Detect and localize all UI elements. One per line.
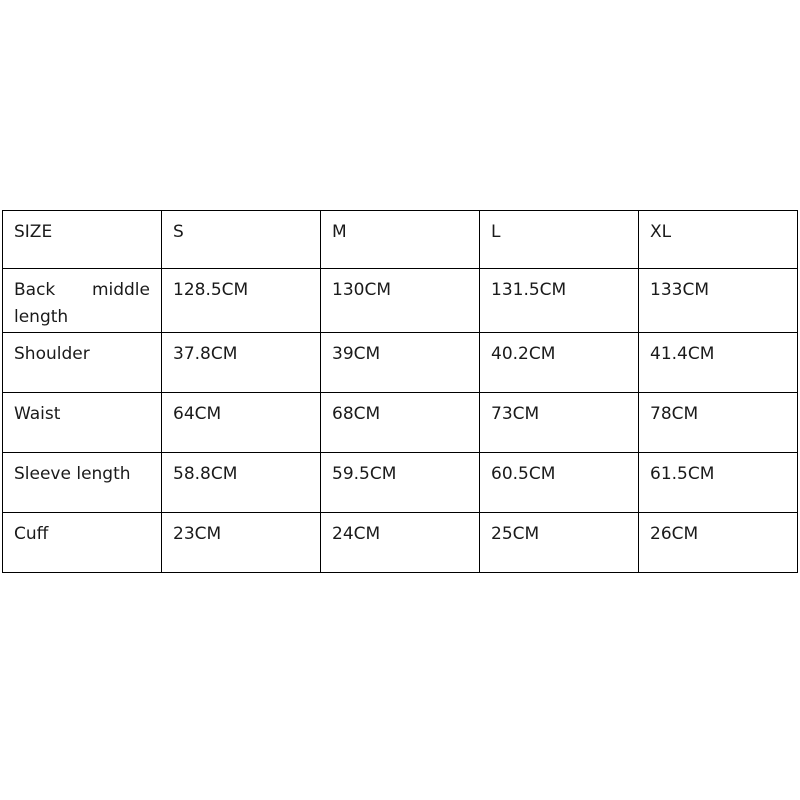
table-cell: 78CM bbox=[639, 393, 798, 453]
table-row bbox=[3, 333, 798, 393]
header-cell-size: SIZE bbox=[3, 211, 162, 269]
table-cell: 40.2CM bbox=[480, 333, 639, 393]
row-label-cuff: Cuff bbox=[3, 513, 162, 573]
header-cell-l: L bbox=[480, 211, 639, 269]
table-cell: 41.4CM bbox=[639, 333, 798, 393]
table-cell: 39CM bbox=[321, 333, 480, 393]
table-cell: 64CM bbox=[162, 393, 321, 453]
table-cell: 68CM bbox=[321, 393, 480, 453]
table-cell: 26CM bbox=[639, 513, 798, 573]
table-cell: 131.5CM bbox=[480, 269, 639, 333]
table-cell: 58.8CM bbox=[162, 453, 321, 513]
row-label-shoulder: Shoulder bbox=[3, 333, 162, 393]
table-cell: 73CM bbox=[480, 393, 639, 453]
table-cell: 25CM bbox=[480, 513, 639, 573]
row-label-back-middle-length: Back middle length bbox=[3, 269, 162, 333]
table-cell: 23CM bbox=[162, 513, 321, 573]
header-cell-xl: XL bbox=[639, 211, 798, 269]
table-row bbox=[3, 513, 798, 573]
table-row bbox=[3, 269, 798, 333]
row-label-sleeve-length: Sleeve length bbox=[3, 453, 162, 513]
header-cell-m: M bbox=[321, 211, 480, 269]
table-cell: 60.5CM bbox=[480, 453, 639, 513]
row-label-waist: Waist bbox=[3, 393, 162, 453]
header-row bbox=[3, 211, 798, 269]
table-cell: 128.5CM bbox=[162, 269, 321, 333]
table-cell: 59.5CM bbox=[321, 453, 480, 513]
table-row bbox=[3, 393, 798, 453]
table-cell: 133CM bbox=[639, 269, 798, 333]
table-cell: 61.5CM bbox=[639, 453, 798, 513]
size-chart-table bbox=[2, 210, 798, 573]
table-row bbox=[3, 453, 798, 513]
header-cell-s: S bbox=[162, 211, 321, 269]
table-cell: 130CM bbox=[321, 269, 480, 333]
table-cell: 37.8CM bbox=[162, 333, 321, 393]
table-cell: 24CM bbox=[321, 513, 480, 573]
